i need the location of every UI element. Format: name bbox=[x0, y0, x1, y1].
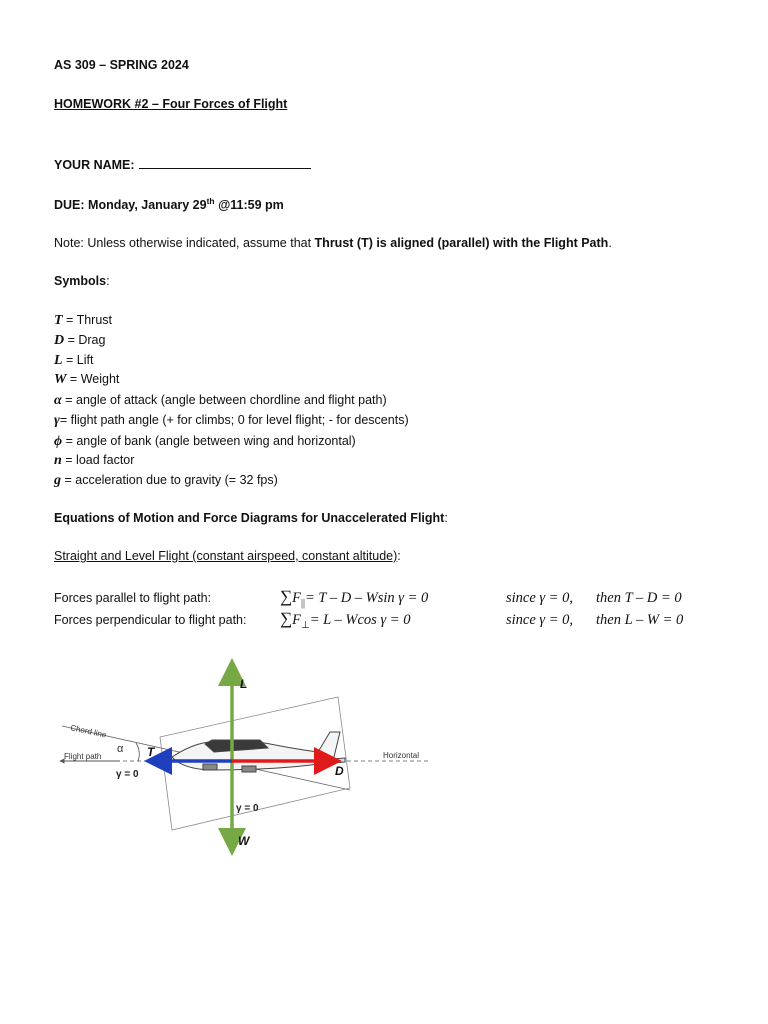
due-date bbox=[54, 196, 284, 212]
symbol: L bbox=[54, 353, 63, 368]
name-label: YOUR NAME: bbox=[54, 158, 135, 172]
equation-lhs: F bbox=[292, 590, 301, 606]
equation-since: since γ = 0, bbox=[506, 612, 574, 628]
equations-heading-colon: : bbox=[444, 511, 448, 525]
sigma-symbol: ∑ bbox=[280, 609, 293, 628]
symbol-row bbox=[54, 413, 409, 429]
equation-lhs: F bbox=[292, 612, 301, 628]
symbol: W bbox=[54, 372, 67, 387]
symbol-definition: = Thrust bbox=[62, 313, 113, 327]
symbol-definition: = flight path angle (+ for climbs; 0 for level flight; - for descents) bbox=[59, 413, 409, 427]
equations-heading bbox=[54, 511, 448, 525]
aircraft-icon bbox=[170, 732, 345, 772]
equation-result: then T – D = 0 bbox=[596, 590, 682, 606]
symbol: g bbox=[54, 473, 61, 488]
alpha-arc bbox=[136, 743, 139, 761]
homework-title: HOMEWORK #2 – Four Forces of Flight bbox=[54, 97, 288, 111]
lift-label: L bbox=[240, 677, 248, 691]
symbol: γ bbox=[54, 413, 60, 428]
symbol: ϕ bbox=[54, 434, 63, 449]
flight-path-label: Flight path bbox=[64, 752, 102, 761]
symbol-row bbox=[54, 353, 93, 369]
equation-subscript: ⊥ bbox=[300, 619, 310, 631]
symbol-definition: = Weight bbox=[66, 372, 120, 386]
symbol-definition: = angle of bank (angle between wing and horizontal) bbox=[62, 434, 356, 448]
note bbox=[54, 236, 612, 250]
symbol-row bbox=[54, 393, 387, 409]
symbol: D bbox=[54, 333, 65, 348]
symbol-row bbox=[54, 434, 356, 450]
symbol-definition: = load factor bbox=[61, 453, 135, 467]
due-prefix: DUE: Monday, January 29 bbox=[54, 198, 207, 213]
equations-heading-label: Equations of Motion and Force Diagrams for Unaccelerated Flight bbox=[54, 511, 445, 525]
symbol: T bbox=[54, 313, 63, 328]
equation-rhs: = L – Wcos γ = 0 bbox=[309, 612, 411, 628]
symbols-heading-label: Symbols bbox=[54, 274, 107, 288]
symbol-row bbox=[54, 333, 105, 349]
thrust-label: T bbox=[147, 745, 155, 759]
symbol-row bbox=[54, 473, 278, 489]
horizontal-label: Horizontal bbox=[383, 751, 420, 760]
due-superscript: th bbox=[206, 196, 215, 206]
gamma-left-label: γ = 0 bbox=[116, 769, 139, 780]
note-prefix: Note: Unless otherwise indicated, assume that bbox=[54, 236, 315, 250]
symbols-heading-colon: : bbox=[106, 274, 110, 288]
equation-since: since γ = 0, bbox=[506, 590, 574, 606]
symbols-heading bbox=[54, 274, 110, 288]
equations-subheading bbox=[54, 549, 401, 563]
equation-label: Forces perpendicular to flight path: bbox=[54, 613, 247, 627]
equation bbox=[280, 587, 428, 609]
equation-rhs: = T – D – Wsin γ = 0 bbox=[305, 590, 429, 606]
note-bold: Thrust (T) is aligned (parallel) with the Flight Path bbox=[314, 236, 609, 250]
weight-label: W bbox=[238, 834, 250, 848]
equation-label: Forces parallel to flight path: bbox=[54, 591, 212, 605]
equation bbox=[280, 609, 410, 631]
course-title: AS 309 – SPRING 2024 bbox=[54, 58, 189, 72]
symbol-definition: = acceleration due to gravity (= 32 fps) bbox=[61, 473, 278, 487]
drag-label: D bbox=[335, 764, 344, 778]
symbol-row bbox=[54, 313, 112, 329]
gamma-bottom-label: γ = 0 bbox=[236, 803, 259, 814]
symbol: n bbox=[54, 453, 62, 468]
note-suffix: . bbox=[608, 236, 612, 250]
symbol-definition: = angle of attack (angle between chordline and flight path) bbox=[61, 393, 387, 407]
equations-subheading-colon: : bbox=[397, 549, 401, 563]
symbol-row bbox=[54, 372, 119, 388]
equation-subscript: || bbox=[300, 597, 305, 609]
alpha-label: α bbox=[117, 743, 124, 755]
sigma-symbol: ∑ bbox=[280, 587, 293, 606]
symbol: α bbox=[54, 393, 62, 408]
name-blank-line bbox=[139, 156, 311, 169]
symbol-row bbox=[54, 453, 134, 469]
equations-subheading-label: Straight and Level Flight (constant airspeed, constant altitude) bbox=[54, 549, 398, 563]
due-suffix: @11:59 pm bbox=[214, 198, 284, 213]
equation-result: then L – W = 0 bbox=[596, 612, 684, 628]
force-diagram bbox=[0, 650, 460, 860]
chord-line-label: Chord line bbox=[69, 723, 108, 740]
symbol-definition: = Drag bbox=[64, 333, 106, 347]
name-field bbox=[54, 156, 311, 172]
symbol-definition: = Lift bbox=[62, 353, 94, 367]
